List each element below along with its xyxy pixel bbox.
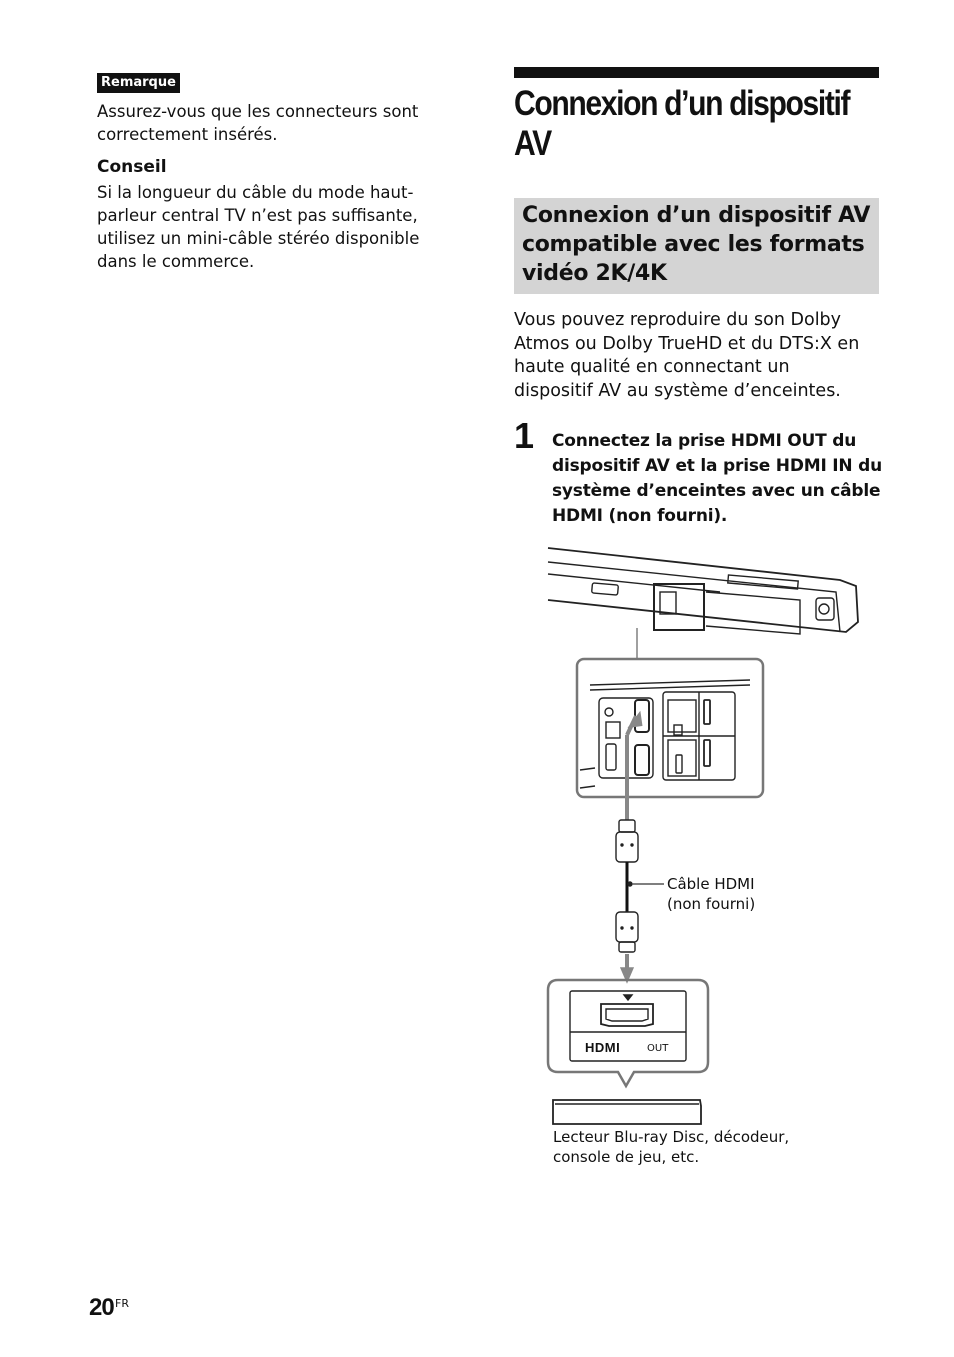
section-rule: [514, 67, 879, 78]
soundbar-illustration: [548, 548, 858, 634]
section-title-line: AV: [514, 124, 551, 163]
note-line: correctement insérés.: [97, 125, 278, 144]
intro-line: dispositif AV au système d’enceintes.: [514, 380, 841, 401]
hdmi-connection-diagram: [540, 540, 870, 1130]
step-instruction: [552, 429, 884, 529]
note-line: Assurez-vous que les connecteurs sont: [97, 102, 419, 121]
hdmi-logo-text: HDMI: [585, 1040, 621, 1055]
conseil-text: [97, 181, 457, 273]
port-label: OUT: [647, 1043, 669, 1054]
cable-label-line: (non fourni): [667, 895, 756, 913]
intro-paragraph: [514, 309, 882, 403]
section-title: [514, 84, 850, 164]
hdmi-cable-illustration: [616, 796, 664, 952]
av-device-illustration: [553, 1100, 701, 1124]
conseil-line: dans le commerce.: [97, 252, 255, 271]
intro-line: Vous pouvez reproduire du son Dolby: [514, 310, 842, 330]
conseil-title: Conseil: [97, 157, 167, 177]
subsection-title: [522, 201, 882, 288]
conseil-line: Si la longueur du câble du mode haut-: [97, 183, 414, 202]
intro-line: Atmos ou Dolby TrueHD et du DTS:X en: [514, 333, 860, 354]
step-line: dispositif AV et la prise HDMI IN du: [552, 456, 883, 476]
subsection-title-line: compatible avec les formats: [522, 232, 865, 257]
device-label-line: console de jeu, etc.: [553, 1148, 700, 1166]
conseil-line: utilisez un mini-câble stéréo disponible: [97, 229, 420, 248]
step-line: Connectez la prise HDMI OUT du: [552, 431, 857, 451]
cable-label: [667, 874, 755, 914]
av-device-port-callout: [548, 980, 708, 1086]
conseil-line: parleur central TV n’est pas suffisante,: [97, 206, 418, 225]
remarque-tag: Remarque: [97, 73, 180, 93]
step-number: 1: [514, 415, 535, 456]
device-label: [553, 1127, 833, 1167]
intro-line: haute qualité en connectant un: [514, 357, 790, 377]
device-label-line: Lecteur Blu-ray Disc, décodeur,: [553, 1128, 790, 1146]
subsection-title-line: vidéo 2K/4K: [522, 261, 667, 286]
step-line: système d’enceintes avec un câble: [552, 481, 881, 501]
subsection-title-line: Connexion d’un dispositif AV: [522, 203, 871, 228]
page-number: 20: [89, 1294, 114, 1321]
soundbar-ports-zoom: [577, 659, 763, 797]
note-text: [97, 100, 457, 146]
cable-label-line: Câble HDMI: [667, 875, 755, 893]
page-language-suffix: FR: [115, 1297, 129, 1310]
section-title-line: Connexion d’un dispositif: [514, 84, 850, 123]
step-line: HDMI (non fourni).: [552, 506, 728, 526]
